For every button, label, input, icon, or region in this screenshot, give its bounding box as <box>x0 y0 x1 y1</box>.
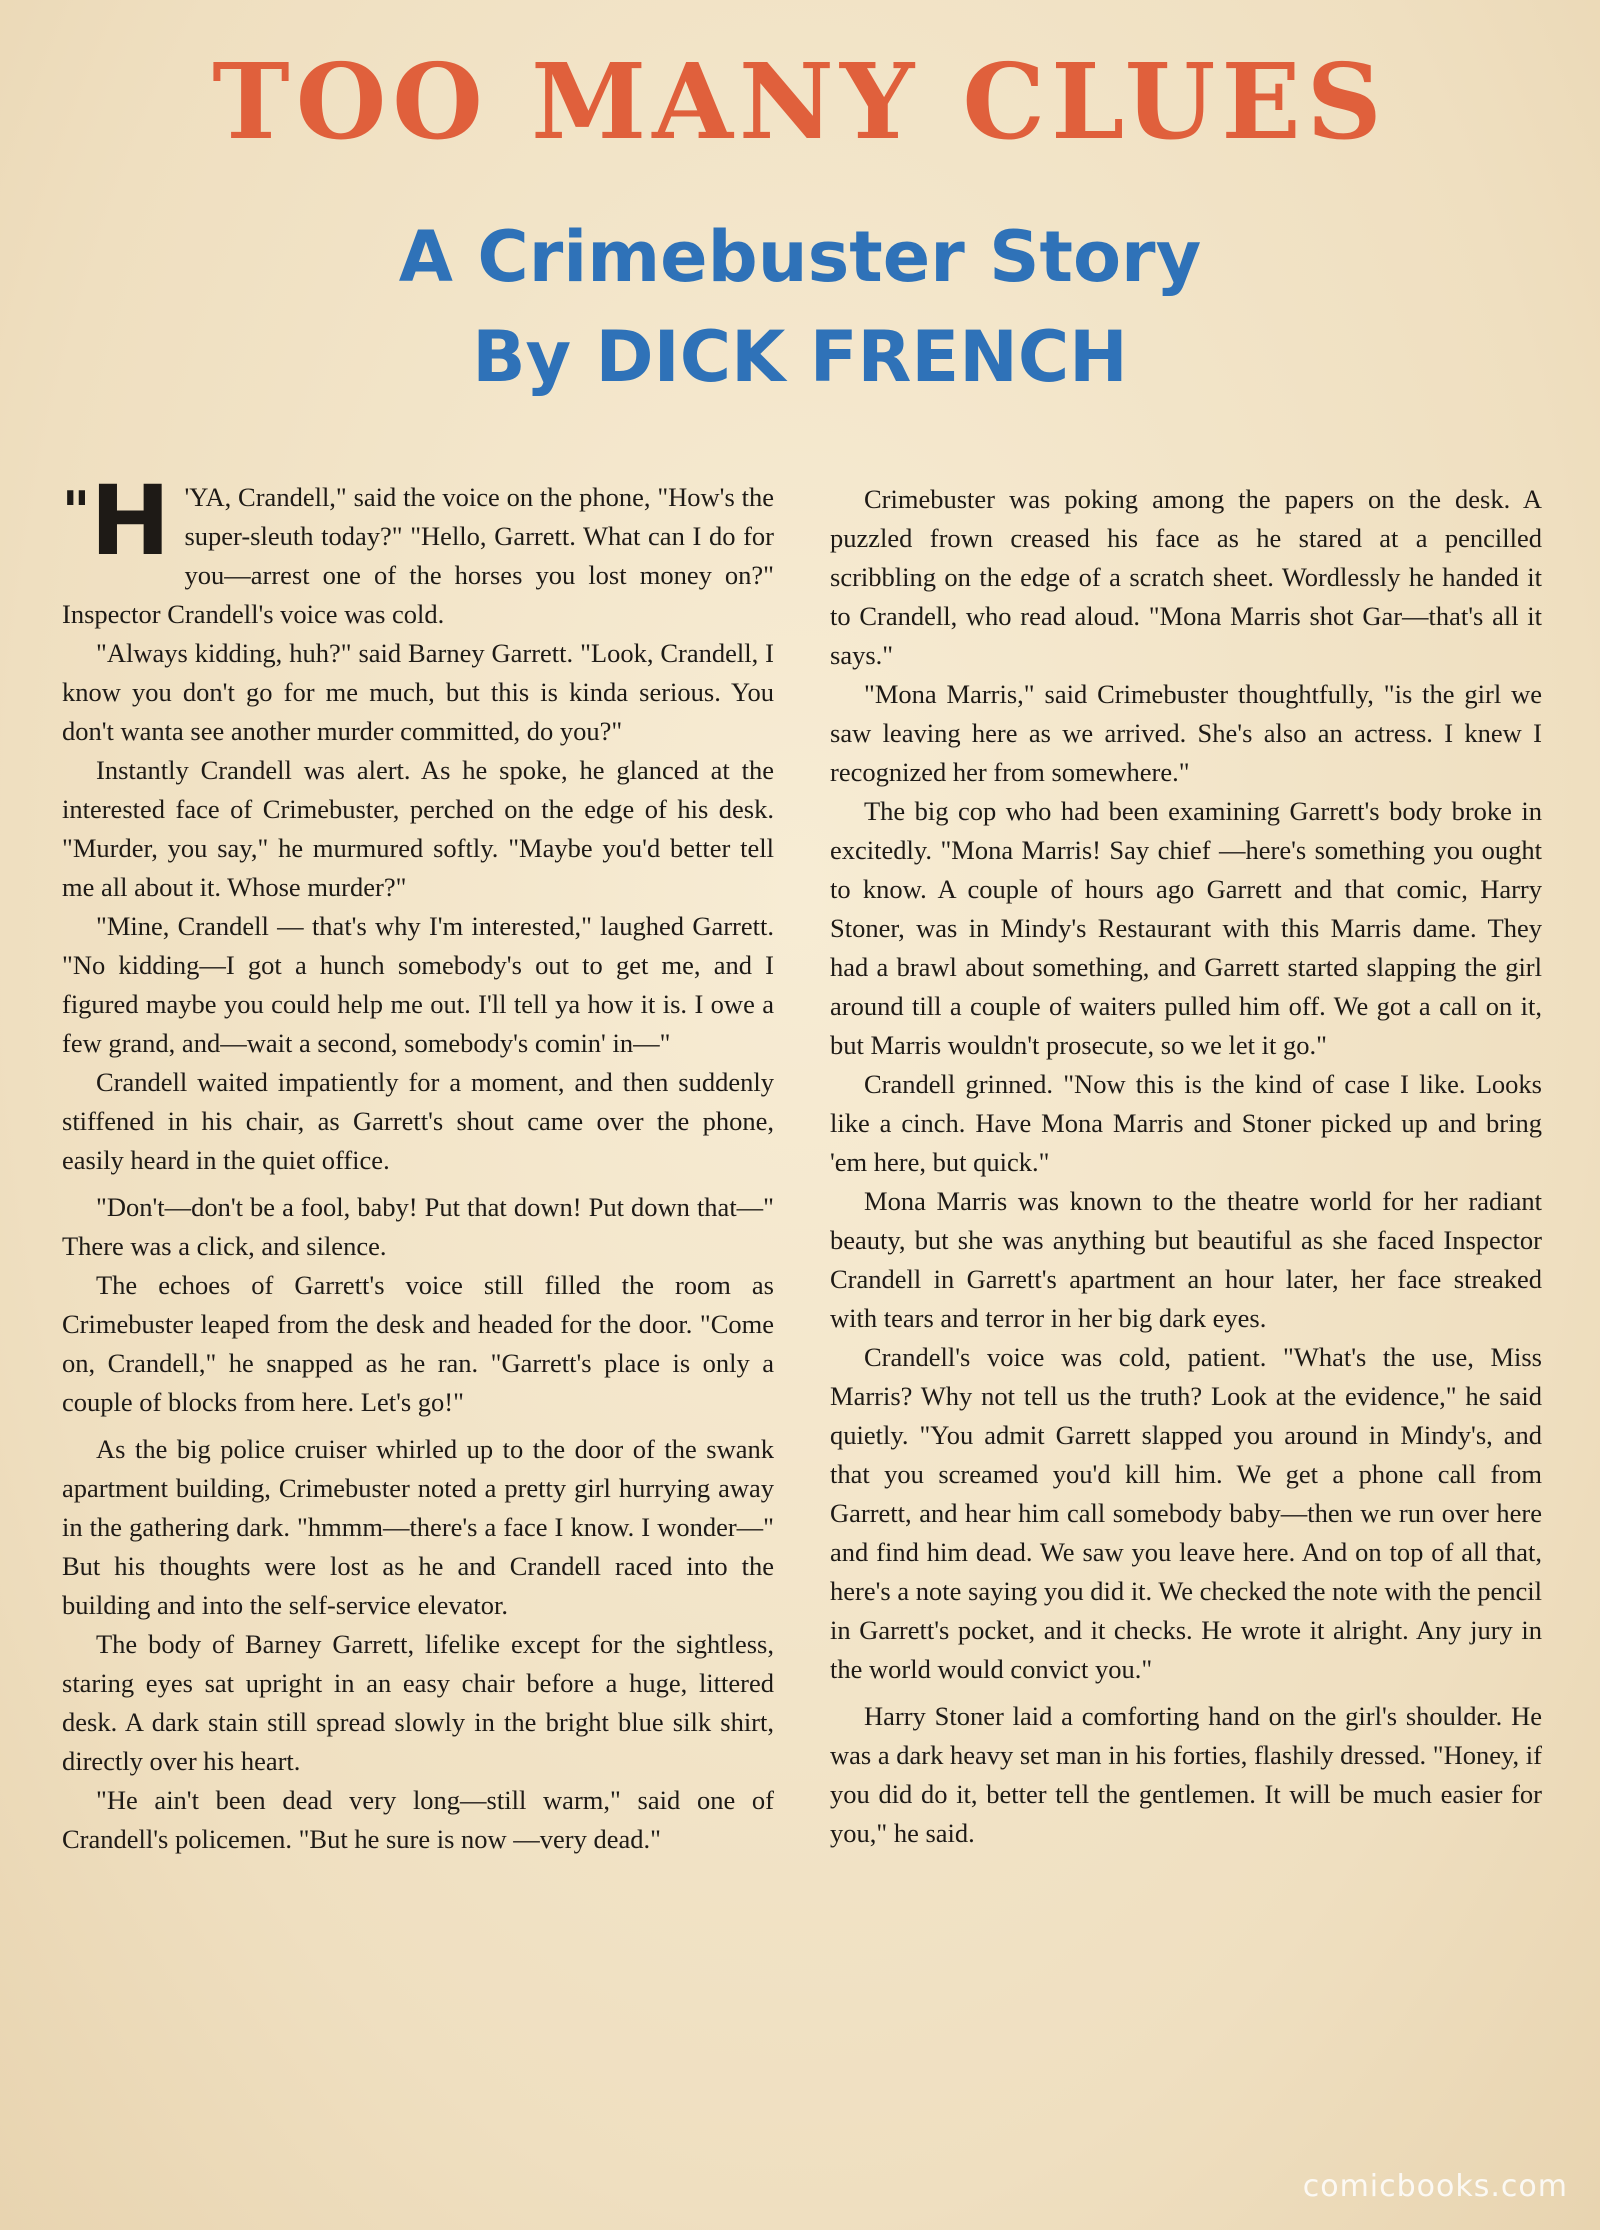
paragraph: Crimebuster was poking among the papers on the desk. A puzzled frown creased his face as he stared at a pencilled scribbling on the edge of a scratch sheet. Wordlessly he handed it to Crandell, who read aloud. "Mona Marris shot Gar—that's all it says." <box>830 484 1542 670</box>
left-column <box>62 465 774 1859</box>
paragraph: "Always kidding, huh?" said Barney Garrett. "Look, Crandell, I know you don't go for me much, but this is kinda serious. You don't wanta see another murder committed, do you?" <box>62 638 774 746</box>
paragraph: The big cop who had been examining Garrett's body broke in excitedly. "Mona Marris! Say chief —here's something you ought to know. A couple of hours ago Garrett and that comic, Harry Stoner, was in Mindy's Restaurant with this Marris dame. They had a brawl about something, and Garrett started slapping the girl around till a couple of waiters pulled him off. We got a call on it, but Marris wouldn't prosecute, so we let it go." <box>830 796 1542 1060</box>
drop-cap-quote: " <box>62 480 91 543</box>
story-title: TOO MANY CLUES <box>212 40 1388 163</box>
paragraph: As the big police cruiser whirled up to the door of the swank apartment building, Crimebuster noted a pretty girl hurrying away in the gathering dark. "hmmm—there's a face I know. I wonder—" But his thoughts were lost as he and Crandell raced into the building and into the self-service elevator. <box>62 1434 774 1620</box>
paragraph: "Don't—don't be a fool, baby! Put that down! Put down that—" There was a click, and silence. <box>62 1192 774 1261</box>
drop-cap-letter: H <box>90 465 171 577</box>
site-watermark: comicbooks.com <box>1302 2169 1568 2204</box>
paragraph: Mona Marris was known to the theatre world for her radiant beauty, but she was anything but beautiful as she faced Inspector Crandell in Garrett's apartment an hour later, her face streaked with tears and terror in her big dark eyes. <box>830 1186 1542 1333</box>
right-column <box>830 480 1542 1853</box>
paragraph-text: 'YA, Crandell," said the voice on the phone, "How's the super-sleuth today?" "Hello, Garrett. What can I do for you—arrest one of the horses you lost money on?" Inspector Crandell's voice was cold. <box>62 482 774 629</box>
paragraph: "He ain't been dead very long—still warm," said one of Crandell's policemen. "But he sure is now —very dead." <box>62 1785 774 1854</box>
story-subtitle: A Crimebuster Story <box>398 216 1202 298</box>
paragraph: Crandell grinned. "Now this is the kind of case I like. Looks like a cinch. Have Mona Marris and Stoner picked up and bring 'em here, but quick." <box>830 1069 1542 1177</box>
paragraph: "Mine, Crandell — that's why I'm interested," laughed Garrett. "No kidding—I got a hunch somebody's out to get me, and I figured maybe you could help me out. I'll tell ya how it is. I owe a few grand, and—wait a second, somebody's comin' in—" <box>62 911 774 1058</box>
paragraph: Harry Stoner laid a comforting hand on the girl's shoulder. He was a dark heavy set man in his forties, flashily dressed. "Honey, if you did do it, better tell the gentlemen. It will be much easier for you," he said. <box>830 1701 1542 1848</box>
paragraph: Instantly Crandell was alert. As he spoke, he glanced at the interested face of Crimebuster, perched on the edge of his desk. "Murder, you say," he murmured softly. "Maybe you'd better tell me all about it. Whose murder?" <box>62 755 774 902</box>
paragraph: Crandell's voice was cold, patient. "What's the use, Miss Marris? Why not tell us the truth? Look at the evidence," he said quietly. "You admit Garrett slapped you around in Mindy's, and that you screamed you'd kill him. We get a phone call from Garrett, and hear him call somebody baby—then we run over here and find him dead. We saw you leave here. And on top of all that, here's a note saying you did it. We checked the note with the pencil in Garrett's pocket, and it checks. He wrote it alright. Any jury in the world would convict you." <box>830 1342 1542 1684</box>
author-byline: By DICK FRENCH <box>472 316 1128 398</box>
paragraph: The echoes of Garrett's voice still filled the room as Crimebuster leaped from the desk and headed for the door. "Come on, Crandell," he snapped as he ran. "Garrett's place is only a couple of blocks from here. Let's go!" <box>62 1270 774 1417</box>
drop-cap <box>62 465 171 577</box>
paragraph: "Mona Marris," said Crimebuster thoughtfully, "is the girl we saw leaving here as we arrived. She's also an actress. I knew I recognized her from somewhere." <box>830 679 1542 787</box>
paragraph: Crandell waited impatiently for a moment, and then suddenly stiffened in his chair, as Garrett's shout came over the phone, easily heard in the quiet office. <box>62 1067 774 1175</box>
paragraph <box>62 465 774 634</box>
paragraph: The body of Barney Garrett, lifelike except for the sightless, staring eyes sat upright in an easy chair before a huge, littered desk. A dark stain still spread slowly in the bright blue silk shirt, directly over his heart. <box>62 1629 774 1776</box>
